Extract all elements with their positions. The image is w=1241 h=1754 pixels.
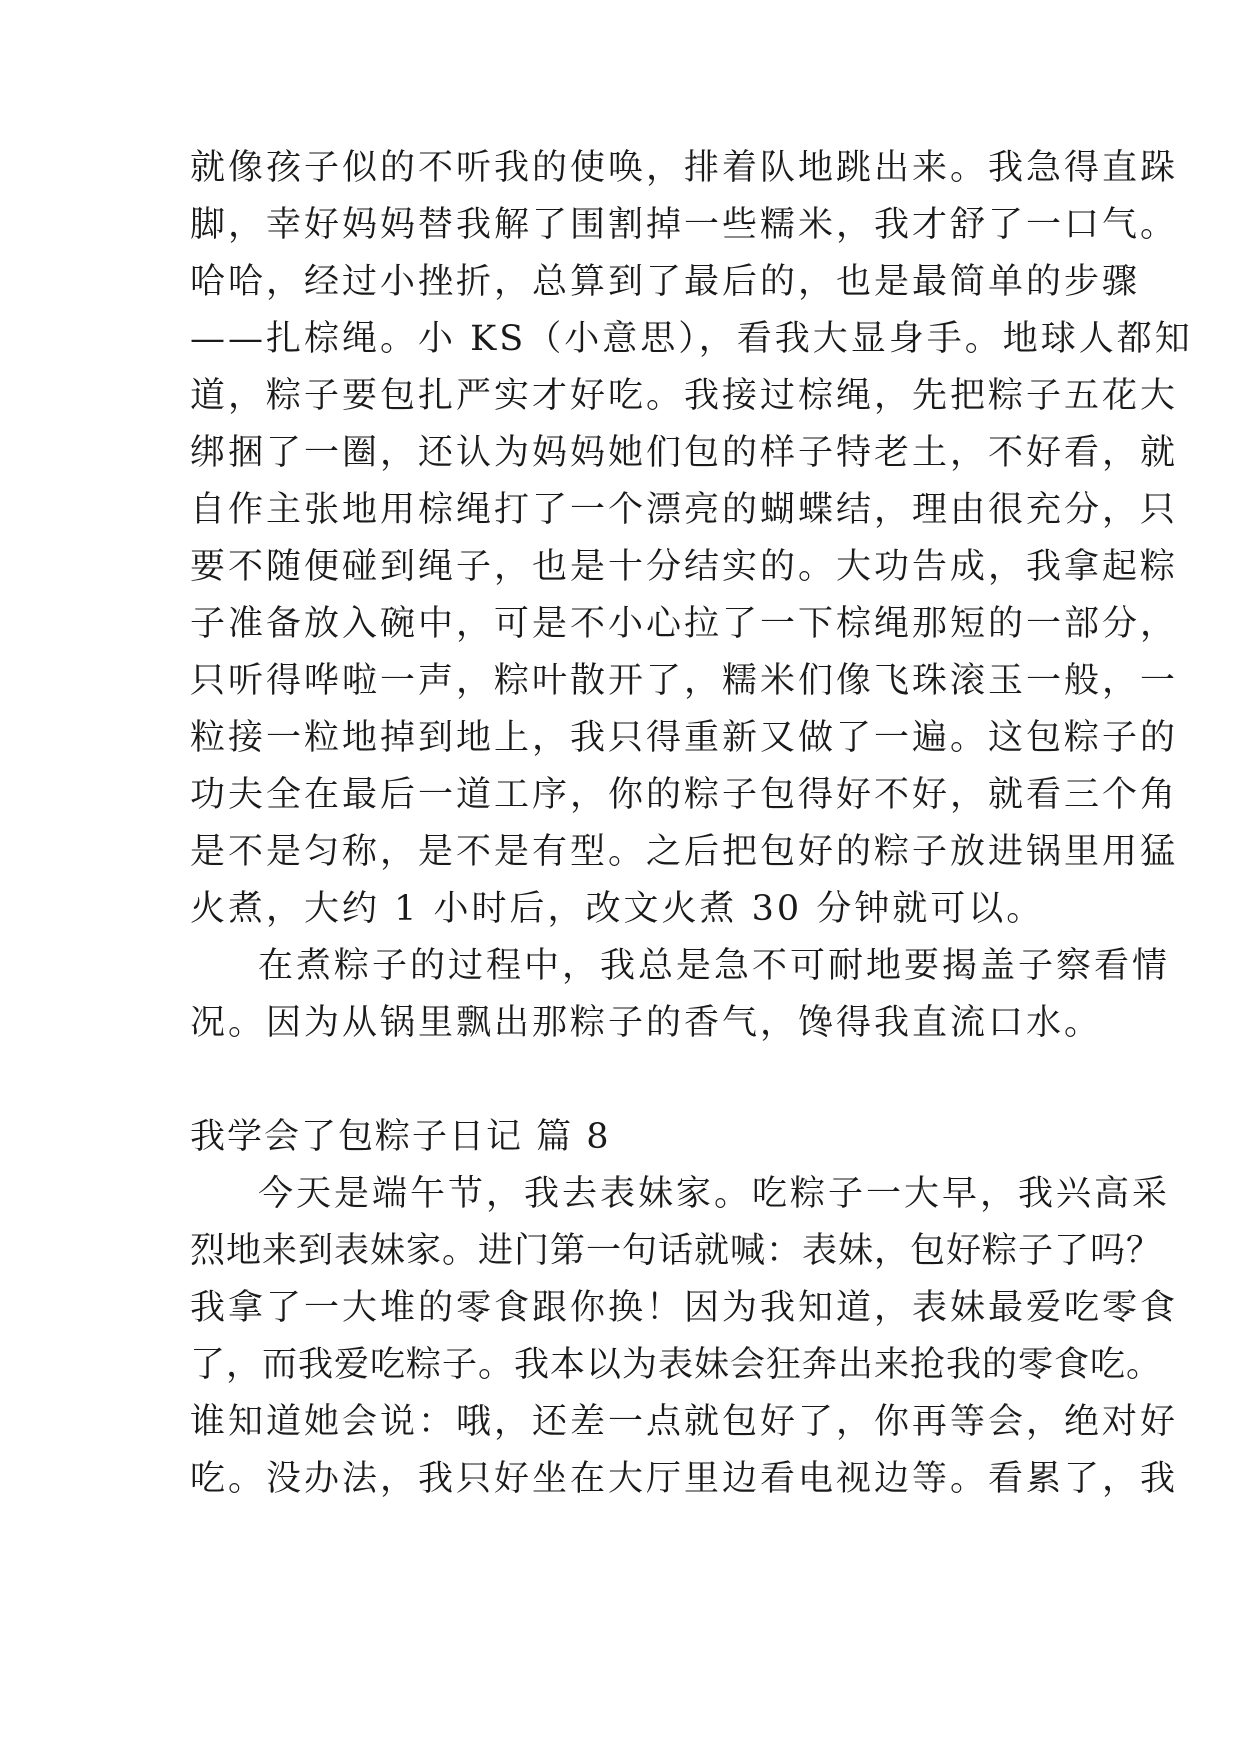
paragraph-line: ——扎棕绳。小 KS（小意思），看我大显身手。地球人都知	[190, 319, 1193, 359]
paragraph-line: 哈哈，经过小挫折，总算到了最后的，也是最简单的步骤	[190, 262, 1141, 302]
paragraph-line: 要不随便碰到绳子，也是十分结实的。大功告成，我拿起粽	[190, 547, 1179, 587]
paragraph-line: 子准备放入碗中，可是不小心拉了一下棕绳那短的一部分，	[190, 604, 1179, 644]
section-heading: 我学会了包粽子日记 篇 8	[190, 1117, 611, 1157]
paragraph-line: 烈地来到表妹家。进门第一句话就喊：表妹，包好粽子了吗？	[190, 1231, 1163, 1271]
paragraph-line: 了，而我爱吃粽子。我本以为表妹会狂奔出来抢我的零食吃。	[190, 1345, 1163, 1385]
paragraph-line: 只听得哗啦一声，粽叶散开了，糯米们像飞珠滚玉一般，一	[190, 661, 1179, 701]
paragraph-line: 脚，幸好妈妈替我解了围割掉一些糯米，我才舒了一口气。	[190, 205, 1179, 245]
paragraph-line: 火煮，大约 1 小时后，改文火煮 30 分钟就可以。	[190, 889, 1045, 929]
paragraph-line: 我拿了一大堆的零食跟你换！因为我知道，表妹最爱吃零食	[190, 1288, 1179, 1328]
paragraph-line: 功夫全在最后一道工序，你的粽子包得好不好，就看三个角	[190, 775, 1179, 815]
paragraph-line: 况。因为从锅里飘出那粽子的香气，馋得我直流口水。	[190, 1003, 1103, 1043]
paragraph-line: 今天是端午节，我去表妹家。吃粽子一大早，我兴高采	[258, 1174, 1171, 1214]
paragraph-line: 谁知道她会说：哦，还差一点就包好了，你再等会，绝对好	[190, 1402, 1179, 1442]
paragraph-line: 道，粽子要包扎严实才好吃。我接过棕绳，先把粽子五花大	[190, 376, 1179, 416]
paragraph-line: 吃。没办法，我只好坐在大厅里边看电视边等。看累了，我	[190, 1459, 1179, 1499]
paragraph-line: 粒接一粒地掉到地上，我只得重新又做了一遍。这包粽子的	[190, 718, 1179, 758]
paragraph-line: 在煮粽子的过程中，我总是急不可耐地要揭盖子察看情	[258, 946, 1171, 986]
paragraph-line: 是不是匀称，是不是有型。之后把包好的粽子放进锅里用猛	[190, 832, 1179, 872]
paragraph-line: 绑捆了一圈，还认为妈妈她们包的样子特老土，不好看，就	[190, 433, 1179, 473]
paragraph-line: 自作主张地用棕绳打了一个漂亮的蝴蝶结，理由很充分，只	[190, 490, 1179, 530]
paragraph-line: 就像孩子似的不听我的使唤，排着队地跳出来。我急得直跺	[190, 148, 1179, 188]
